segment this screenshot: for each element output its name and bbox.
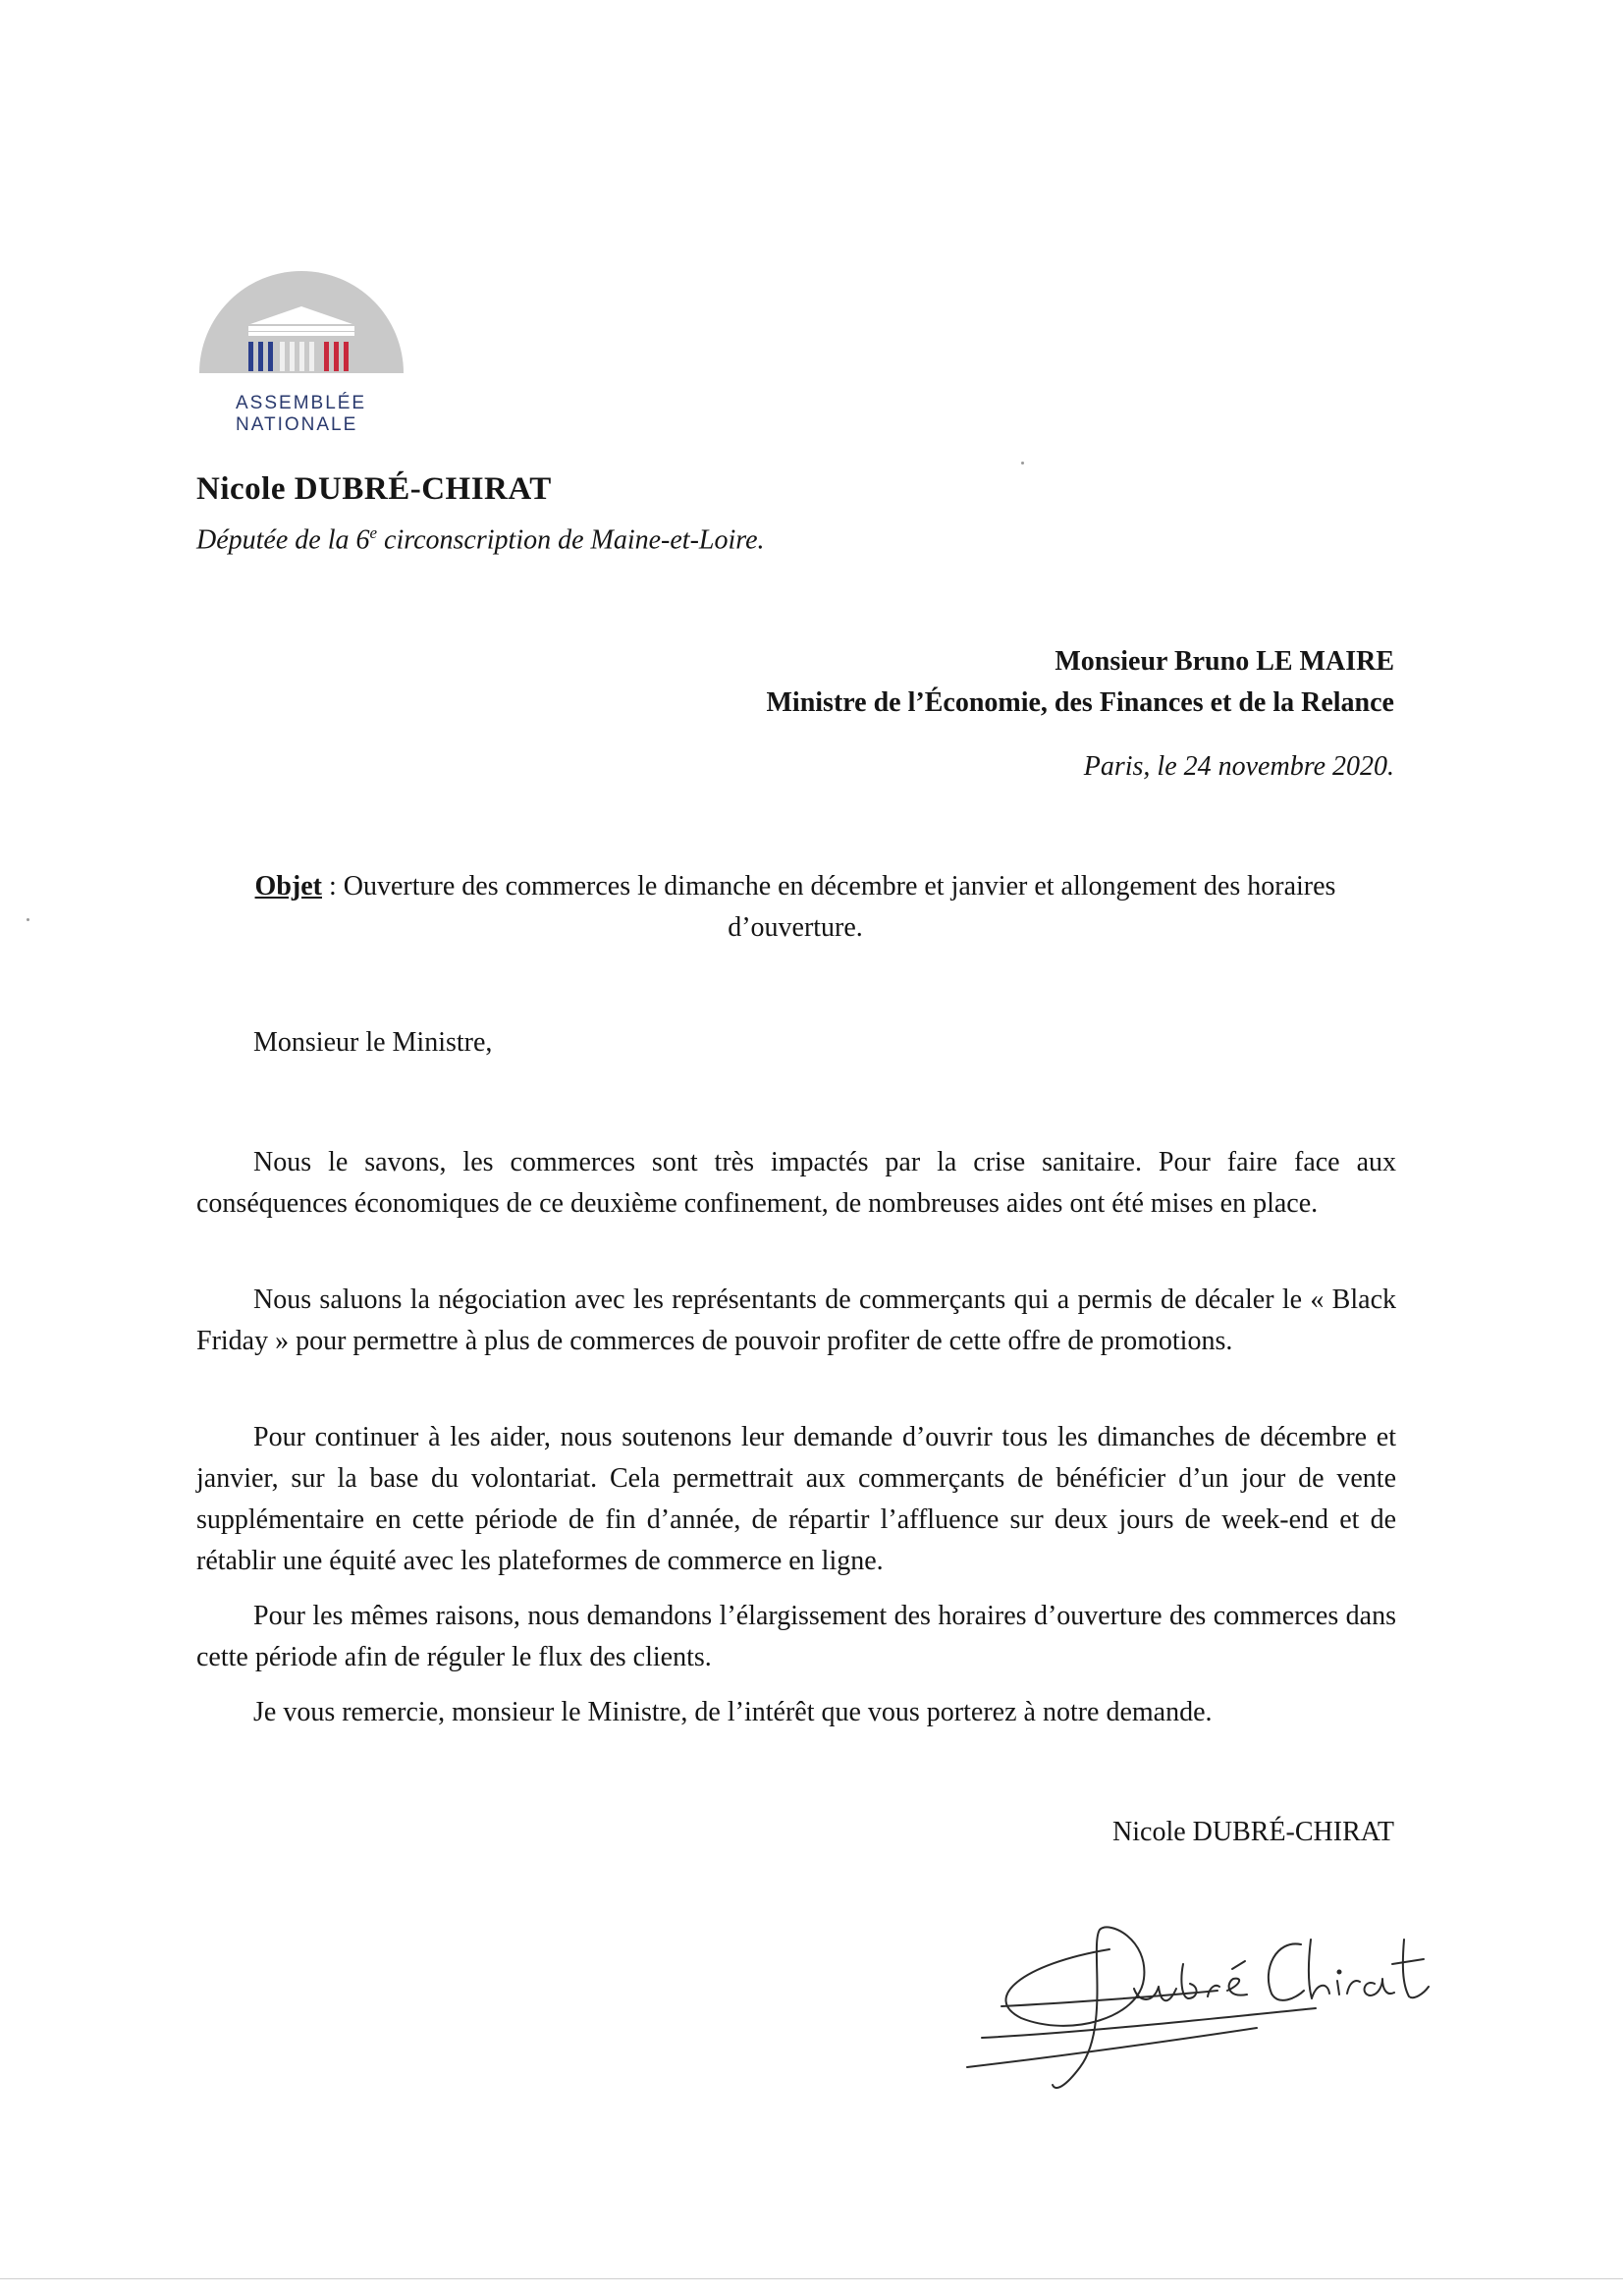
logo-wordmark <box>236 393 383 436</box>
sender-title-superscript: e <box>369 523 378 542</box>
scan-edge-line <box>0 2278 1623 2279</box>
scan-speck <box>1021 462 1024 465</box>
subject-label: Objet <box>254 871 322 902</box>
hemicycle-icon <box>191 255 412 403</box>
recipient-name: Monsieur Bruno LE MAIRE <box>1055 646 1394 677</box>
body-paragraph: Nous le savons, les commerces sont très impactés par la crise sanitaire. Pour faire face aux conséquences économiques de ce deuxième confinement, de nombreuses aides ont été mises en place. <box>196 1147 1396 1219</box>
sender-title-suffix: circonscription de Maine-et-Loire. <box>377 524 765 556</box>
scan-speck <box>27 918 29 921</box>
subject-line <box>196 866 1394 949</box>
salutation: Monsieur le Ministre, <box>253 1027 493 1058</box>
body-paragraph: Pour continuer à les aider, nous soutenons leur demande d’ouvrir tous les dimanches de décembre et janvier, sur la base du volontariat. Cela permettrait aux commerçants de bénéficier d’un jour de vente supplémentaire en cette période de fin d’année, de répartir l’affluence sur deux jours de week-end et de rétablir une équité avec les plateformes de commerce en ligne. <box>196 1422 1396 1576</box>
body-paragraph: Je vous remercie, monsieur le Ministre, de l’intérêt que vous porterez à notre demande. <box>253 1697 1213 1727</box>
subject-text: Ouverture des commerces le dimanche en décembre et janvier et allongement des horaires d’ouverture. <box>343 871 1336 943</box>
sender-name: Nicole DUBRÉ-CHIRAT <box>196 471 552 507</box>
body-paragraph: Nous saluons la négociation avec les représentants de commerçants qui a permis de décaler le « Black Friday » pour permettre à plus de commerces de pouvoir profiter de cette offre de promotions. <box>196 1285 1396 1356</box>
handwritten-signature <box>962 1871 1473 2106</box>
sender-title-prefix: Députée de la 6 <box>196 524 370 556</box>
logo-line-1: ASSEMBLÉE <box>236 393 367 413</box>
assemblee-nationale-logo <box>191 255 412 452</box>
closing-name: Nicole DUBRÉ-CHIRAT <box>1112 1817 1394 1847</box>
subject-separator: : <box>321 871 344 902</box>
recipient-title: Ministre de l’Économie, des Finances et de la Relance <box>766 687 1394 718</box>
sender-title <box>196 523 765 556</box>
logo-line-2: NATIONALE <box>236 414 358 435</box>
date-line: Paris, le 24 novembre 2020. <box>1083 751 1394 782</box>
body-paragraph: Pour les mêmes raisons, nous demandons l’élargissement des horaires d’ouverture des commerces dans cette période afin de réguler le flux des clients. <box>196 1601 1396 1672</box>
